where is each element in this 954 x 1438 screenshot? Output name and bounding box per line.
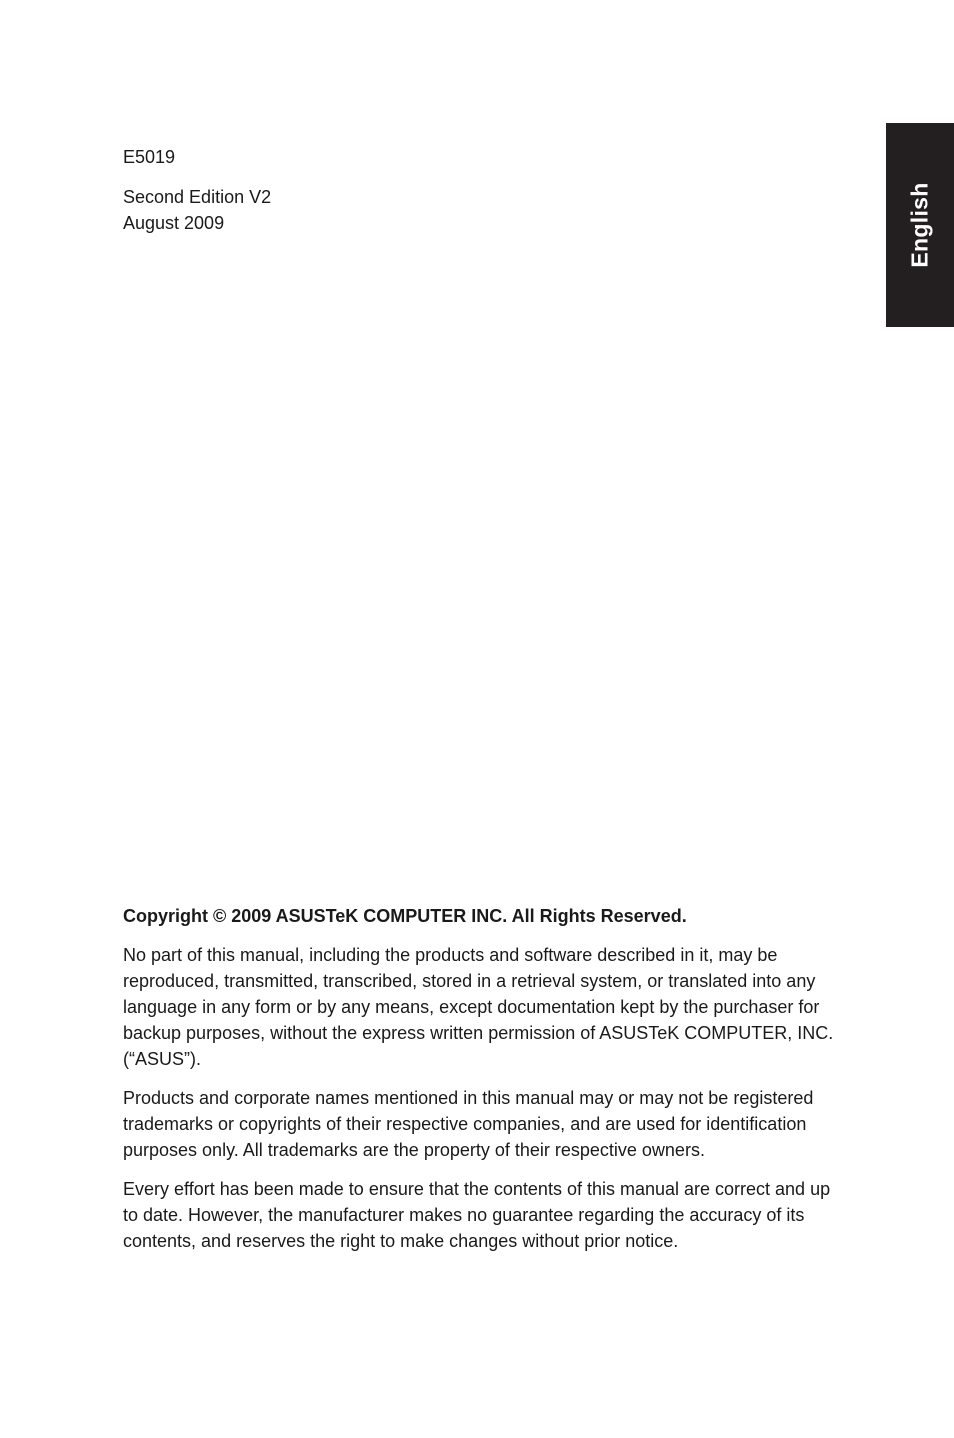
edition-label: Second Edition V2: [123, 187, 272, 207]
edition-date: August 2009: [123, 213, 225, 233]
language-tab: [886, 123, 954, 327]
legal-notice: [123, 903, 838, 1267]
edition-block: [123, 184, 271, 236]
accuracy-disclaimer: Every effort has been made to ensure that the contents of this manual are correct and up to date. However, the manufacturer makes no guarantee regarding the accuracy of its contents, and reserves the right to make changes without prior notice.: [123, 1179, 831, 1251]
language-tab-label: English: [906, 182, 933, 268]
trademark-notice: Products and corporate names mentioned in this manual may or may not be registered trademarks or copyrights of their respective companies, and are used for identification purposes only. All trademarks are the property of their respective owners.: [123, 1088, 814, 1160]
document-code: E5019: [123, 147, 176, 167]
reproduction-notice: No part of this manual, including the products and software described in it, may be reproduced, transmitted, transcribed, stored in a retrieval system, or translated into any language in any form or by any means, except documentation kept by the purchaser for backup purposes, without the express written permission of ASUSTeK COMPUTER, INC. (“ASUS”).: [123, 945, 834, 1069]
copyright-heading: Copyright © 2009 ASUSTeK COMPUTER INC. All Rights Reserved.: [123, 906, 687, 926]
